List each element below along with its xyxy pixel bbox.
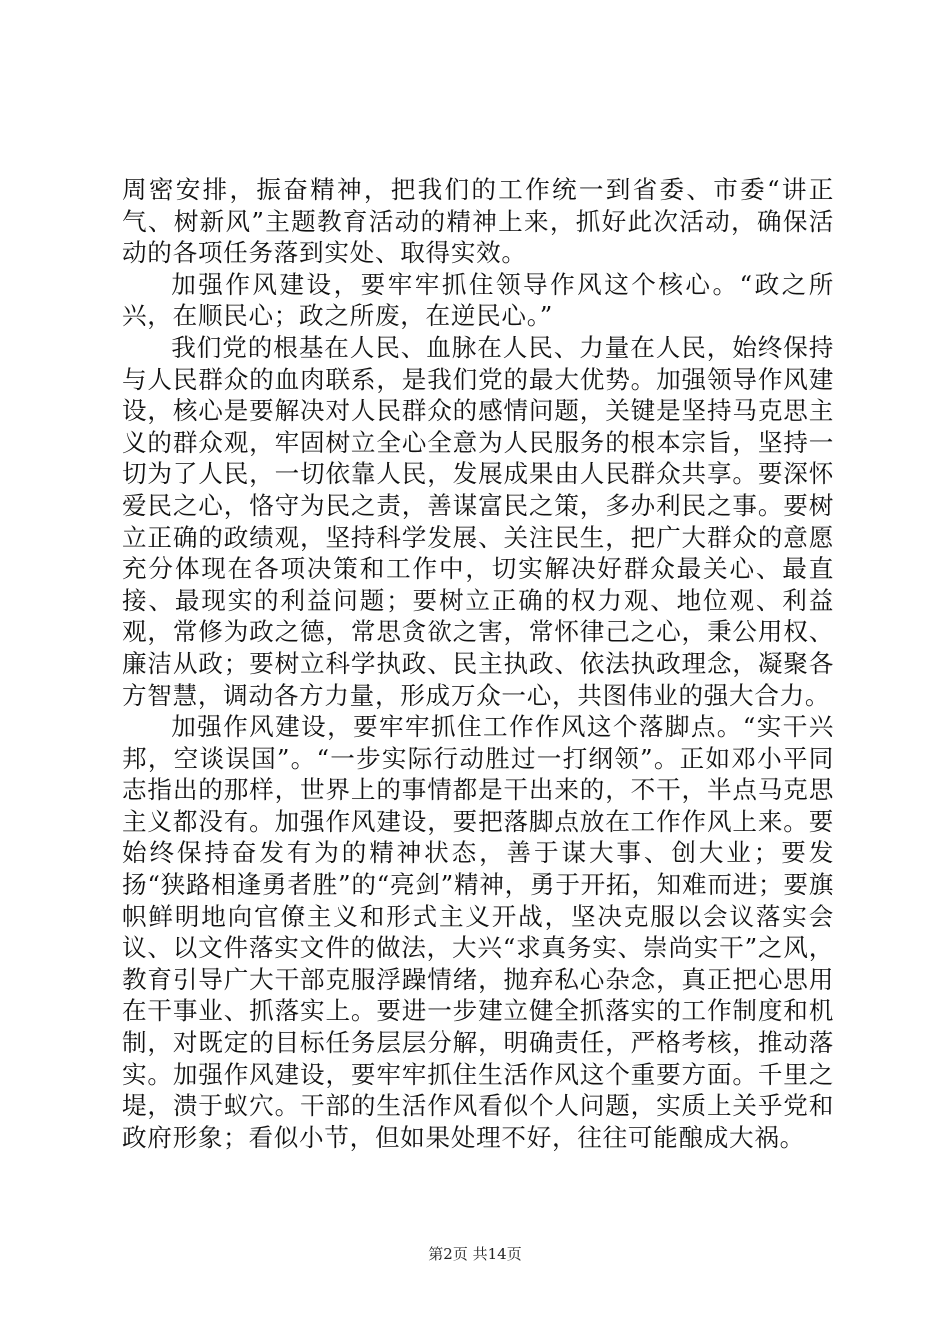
- document-body: [122, 174, 834, 1153]
- paragraph-4: 加强作风建设，要牢牢抓住工作作风这个落脚点。“实干兴邦，空谈误国”。“一步实际行动胜过一打纲领”。正如邓小平同志指出的那样，世界上的事情都是干出来的，不干，半点马克思主义都没有。加强作风建设，要把落脚点放在工作作风上来。要始终保持奋发有为的精神状态，善于谋大事、创大业；要发扬“狭路相逢勇者胜”的“亮剑”精神，勇于开拓，知难而进；要旗帜鲜明地向官僚主义和形式主义开战，坚决克服以会议落实会议、以文件落实文件的做法，大兴“求真务实、崇尚实干”之风，教育引导广大干部克服浮躁情绪，抛弃私心杂念，真正把心思用在干事业、抓落实上。要进一步建立健全抓落实的工作制度和机制，对既定的目标任务层层分解，明确责任，严格考核，推动落实。加强作风建设，要牢牢抓住生活作风这个重要方面。千里之堤，溃于蚁穴。干部的生活作风看似个人问题，实质上关乎党和政府形象；看似小节，但如果处理不好，往往可能酿成大祸。: [122, 712, 834, 1152]
- paragraph-1: 周密安排，振奋精神，把我们的工作统一到省委、市委“讲正气、树新风”主题教育活动的精神上来，抓好此次活动，确保活动的各项任务落到实处、取得实效。: [122, 175, 834, 268]
- paragraph-3: 我们党的根基在人民、血脉在人民、力量在人民，始终保持与人民群众的血肉联系，是我们党的最大优势。加强领导作风建设，核心是要解决对人民群众的感情问题，关键是坚持马克思主义的群众观，牢固树立全心全意为人民服务的根本宗旨，坚持一切为了人民，一切依靠人民，发展成果由人民群众共享。要深怀爱民之心，恪守为民之责，善谋富民之策，多办利民之事。要树立正确的政绩观，坚持科学发展、关注民生，把广大群众的意愿充分体现在各项决策和工作中，切实解决好群众最关心、最直接、最现实的利益问题；要树立正确的权力观、地位观、利益观，常修为政之德，常思贪欲之害，常怀律己之心，秉公用权、廉洁从政；要树立科学执政、民主执政、依法执政理念，凝聚各方智慧，调动各方力量，形成万众一心，共图伟业的强大合力。: [122, 332, 834, 710]
- paragraph-2: 加强作风建设，要牢牢抓住领导作风这个核心。“政之所兴，在顺民心；政之所废，在逆民心。”: [122, 269, 834, 331]
- page-footer: 第2页 共14页: [428, 1245, 522, 1263]
